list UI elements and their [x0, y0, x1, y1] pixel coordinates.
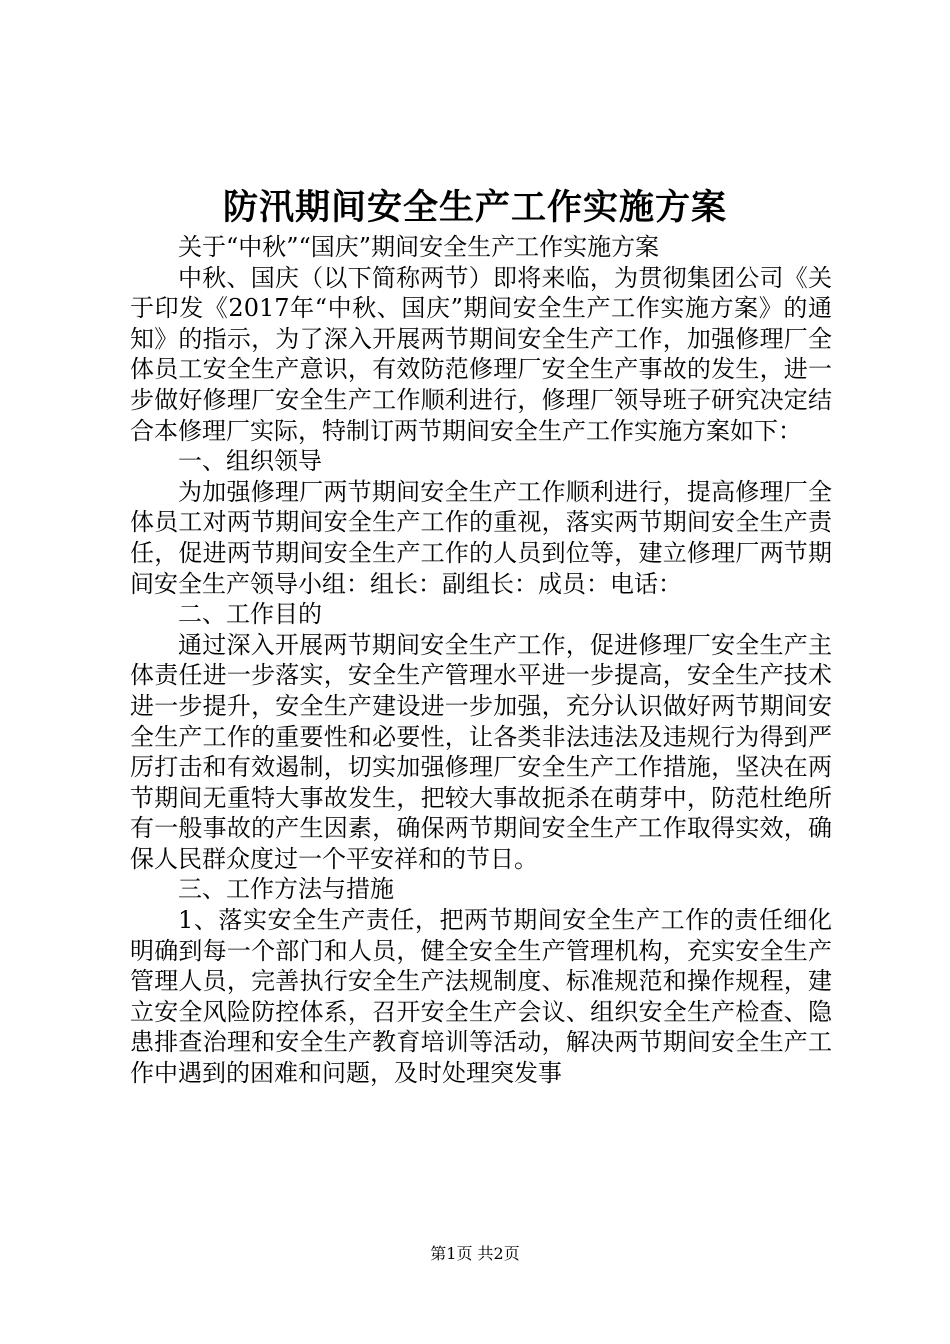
- purpose-paragraph: 通过深入开展两节期间安全生产工作，促进修理厂安全生产主体责任进一步落实，安全生产管理水平进一步提高，安全生产技术进一步提升，安全生产建设进一步加强，充分认识做好两节期间安全生产工作的重要性和必要性，让各类非法违法及违规行为得到严厉打击和有效遏制，切实加强修理厂安全生产工作措施，坚决在两节期间无重特大事故发生，把较大事故扼杀在萌芽中，防范杜绝所有一般事故的产生因素，确保两节期间安全生产工作取得实效，确保人民群众度过一个平安祥和的节日。: [130, 630, 832, 873]
- document-title: 防汛期间安全生产工作实施方案: [222, 187, 727, 228]
- section-heading-purpose: 二、工作目的: [178, 600, 322, 629]
- section-heading-methods: 三、工作方法与措施: [178, 875, 394, 904]
- section-heading-organization: 一、组织领导: [178, 447, 322, 476]
- page-footer: 第1页 共2页: [430, 1244, 520, 1263]
- intro-paragraph: 中秋、国庆（以下简称两节）即将来临，为贯彻集团公司《关于印发《2017年“中秋、国庆”期间安全生产工作实施方案》的通知》的指示，为了深入开展两节期间安全生产工作，加强修理厂全体员工安全生产意识，有效防范修理厂安全生产事故的发生，进一步做好修理厂安全生产工作顺利进行，修理厂领导班子研究决定结合本修理厂实际，特制订两节期间安全生产工作实施方案如下：: [130, 263, 832, 445]
- organization-paragraph: 为加强修理厂两节期间安全生产工作顺利进行，提高修理厂全体员工对两节期间安全生产工作的重视，落实两节期间安全生产责任，促进两节期间安全生产工作的人员到位等，建立修理厂两节期间安全生产领导小组：组长：副组长：成员：电话：: [130, 477, 832, 598]
- methods-paragraph-1: 1、落实安全生产责任，把两节期间安全生产工作的责任细化明确到每一个部门和人员，健全安全生产管理机构，充实安全生产管理人员，完善执行安全生产法规制度、标准规范和操作规程，建立安全风险防控体系，召开安全生产会议、组织安全生产检查、隐患排查治理和安全生产教育培训等活动，解决两节期间安全生产工作中遇到的困难和问题，及时处理突发事: [130, 906, 832, 1088]
- document-body: [130, 232, 832, 1089]
- subtitle-paragraph: 关于“中秋”“国庆”期间安全生产工作实施方案: [178, 233, 660, 261]
